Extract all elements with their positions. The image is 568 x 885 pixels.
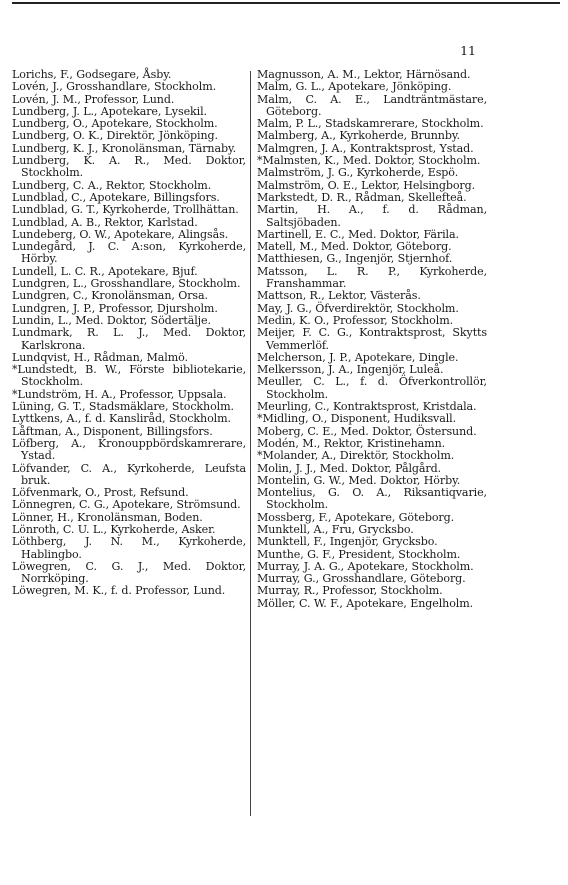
register-entry: Lundblad, A. B., Rektor, Karlstad.: [12, 215, 198, 229]
register-entry: Lundberg, K. J., Kronolänsman, Tärnaby.: [12, 141, 237, 155]
register-entry: Lönnegren, C. G., Apotekare, Strömsund.: [12, 498, 241, 512]
register-entry: Malmgren, J. A., Kontraktsprost, Ystad.: [257, 141, 474, 155]
register-entry: Malm, P. L., Stadskamrerare, Stockholm.: [257, 117, 484, 131]
register-entry: Mossberg, F., Apotekare, Göteborg.: [257, 510, 455, 524]
register-entry: Lundgren, C., Kronolänsman, Orsa.: [12, 289, 208, 303]
register-entry: *Molander, A., Direktör, Stockholm.: [257, 449, 455, 463]
register-entry: Lundberg, J. L., Apotekare, Lysekil.: [12, 104, 207, 118]
register-entry: Montelin, G. W., Med. Doktor, Hörby.: [257, 473, 461, 487]
register-entry: Martinell, E. C., Med. Doktor, Färila.: [257, 227, 459, 241]
register-entry: Lundblad, G. T., Kyrkoherde, Trollhättan.: [12, 203, 239, 217]
register-entry: Lorichs, F., Godsegare, Åsby.: [12, 68, 172, 81]
register-entry: Murray, J. A. G., Apotekare, Stockholm.: [257, 559, 474, 573]
register-entry: Malm, G. L., Apotekare, Jönköping.: [257, 80, 452, 94]
register-entry: Meijer, F. C. G., Kontraktsprost, Skytts Vemmerlöf.: [257, 326, 487, 352]
register-entry: *Lundstedt, B. W., Förste bibliotekarie, Stockholm.: [12, 363, 246, 389]
register-entry: Munktell, F., Ingenjör, Grycksbo.: [257, 535, 438, 549]
register-entry: Mattson, R., Lektor, Västerås.: [257, 289, 421, 303]
right-column: [257, 69, 487, 610]
register-entry: Magnusson, A. M., Lektor, Härnösand.: [257, 68, 471, 81]
register-entry: Lundin, L., Med. Doktor, Södertälje.: [12, 313, 211, 327]
register-entry: Löfberg, A., Kronouppbördskamrerare, Ystad.: [12, 436, 246, 463]
register-entry: Malmström, J. G., Kyrkoherde, Espö.: [257, 166, 459, 180]
register-entry: Lundberg, O., Apotekare, Stockholm.: [12, 117, 218, 131]
register-entry: Malmström, O. E., Lektor, Helsingborg.: [257, 178, 476, 192]
register-entry: Munktell, A., Fru, Grycksbo.: [257, 522, 414, 536]
register-entry: Moberg, C. E., Med. Doktor, Östersund.: [257, 424, 477, 438]
top-rule: [12, 2, 560, 4]
register-entry: Medin, K. O., Professor, Stockholm.: [257, 313, 454, 327]
register-entry: Meuller, C. L., f. d. Öfverkontrollör, Stockholm.: [257, 375, 487, 401]
register-entry: Löwegren, C. G. J., Med. Doktor, Norrköping.: [12, 559, 246, 586]
register-entry: Löfvenmark, O., Prost, Refsund.: [12, 486, 189, 500]
register-entry: Lüning, G. T., Stadsmäklare, Stockholm.: [12, 400, 234, 414]
register-entry: Martin, H. A., f. d. Rådman, Saltsjöbaden.: [257, 203, 487, 229]
register-entry: Lundgren, L., Grosshandlare, Stockholm.: [12, 277, 241, 291]
register-entry: Lyttkens, A., f. d. Kansliråd, Stockholm.: [12, 412, 231, 426]
page-number: 11: [460, 43, 476, 58]
register-entry: Matthiesen, G., Ingenjör, Stjernhof.: [257, 252, 453, 266]
register-entry: Löwegren, M. K., f. d. Professor, Lund.: [12, 584, 226, 598]
register-entry: Lundberg, O. K., Direktör, Jönköping.: [12, 129, 218, 143]
register-entry: Malmberg, A., Kyrkoherde, Brunnby.: [257, 129, 460, 143]
register-entry: Matell, M., Med. Doktor, Göteborg.: [257, 240, 452, 254]
register-entry: May, J. G., Öfverdirektör, Stockholm.: [257, 301, 459, 315]
register-entry: Malm, C. A. E., Landträntmästare, Göteborg.: [257, 92, 487, 118]
register-entry: *Lundström, H. A., Professor, Uppsala.: [12, 387, 227, 401]
register-entry: Murray, R., Professor, Stockholm.: [257, 584, 443, 598]
register-entry: Låftman, A., Disponent, Billingsfors.: [12, 424, 213, 438]
register-entry: Lönroth, C. U. L., Kyrkoherde, Asker.: [12, 522, 216, 536]
register-entry: Modén, M., Rektor, Kristinehamn.: [257, 436, 446, 450]
register-entry: Markstedt, D. R., Rådman, Skellefteå.: [257, 190, 467, 204]
register-entry: Lundberg, C. A., Rektor, Stockholm.: [12, 178, 212, 192]
register-entry: Lundegård, J. C. A:son, Kyrkoherde, Hörby.: [12, 240, 246, 266]
register-entry: Lundblad, C., Apotekare, Billingsfors.: [12, 190, 220, 204]
register-entry: Matsson, L. R. P., Kyrkoherde, Franshammar.: [257, 264, 487, 291]
register-entry: Lundmark, R. L. J., Med. Doktor, Karlskrona.: [12, 326, 246, 352]
register-entry: Molin, J. J., Med. Doktor, Pålgård.: [257, 461, 442, 475]
register-entry: Lundberg, K. A. R., Med. Doktor, Stockholm.: [12, 154, 246, 180]
register-entry: Murray, G., Grosshandlare, Göteborg.: [257, 572, 466, 586]
register-entry: Lundgren, J. P., Professor, Djursholm.: [12, 301, 218, 315]
register-entry: Lovén, J., Grosshandlare, Stockholm.: [12, 80, 217, 94]
register-entry: Löthberg, J. N. M., Kyrkoherde, Hablingbo.: [12, 535, 246, 561]
register-entry: *Malmsten, K., Med. Doktor, Stockholm.: [257, 154, 481, 168]
column-divider: [250, 71, 251, 816]
register-entry: Lundeberg, O. W., Apotekare, Alingsås.: [12, 227, 229, 241]
register-entry: Lundell, L. C. R., Apotekare, Bjuf.: [12, 264, 198, 278]
register-entry: Möller, C. W. F., Apotekare, Engelholm.: [257, 596, 474, 610]
register-entry: Meurling, C., Kontraktsprost, Kristdala.: [257, 400, 477, 414]
register-entry: Montelius, G. O. A., Riksantiqvarie, Stockholm.: [257, 486, 487, 512]
register-entry: *Midling, O., Disponent, Hudiksvall.: [257, 412, 457, 426]
register-entry: Melcherson, J. P., Apotekare, Dingle.: [257, 350, 459, 364]
register-entry: Löfvander, C. A., Kyrkoherde, Leufsta bruk.: [12, 461, 246, 487]
left-column: [12, 69, 246, 598]
register-entry: Lönner, H., Kronolänsman, Boden.: [12, 510, 203, 524]
register-entry: Melkersson, J. A., Ingenjör, Luleå.: [257, 363, 444, 377]
register-entry: Munthe, G. F., President, Stockholm.: [257, 547, 461, 561]
register-entry: Lovén, J. M., Professor, Lund.: [12, 92, 175, 106]
register-entry: Lundqvist, H., Rådman, Malmö.: [12, 350, 188, 364]
